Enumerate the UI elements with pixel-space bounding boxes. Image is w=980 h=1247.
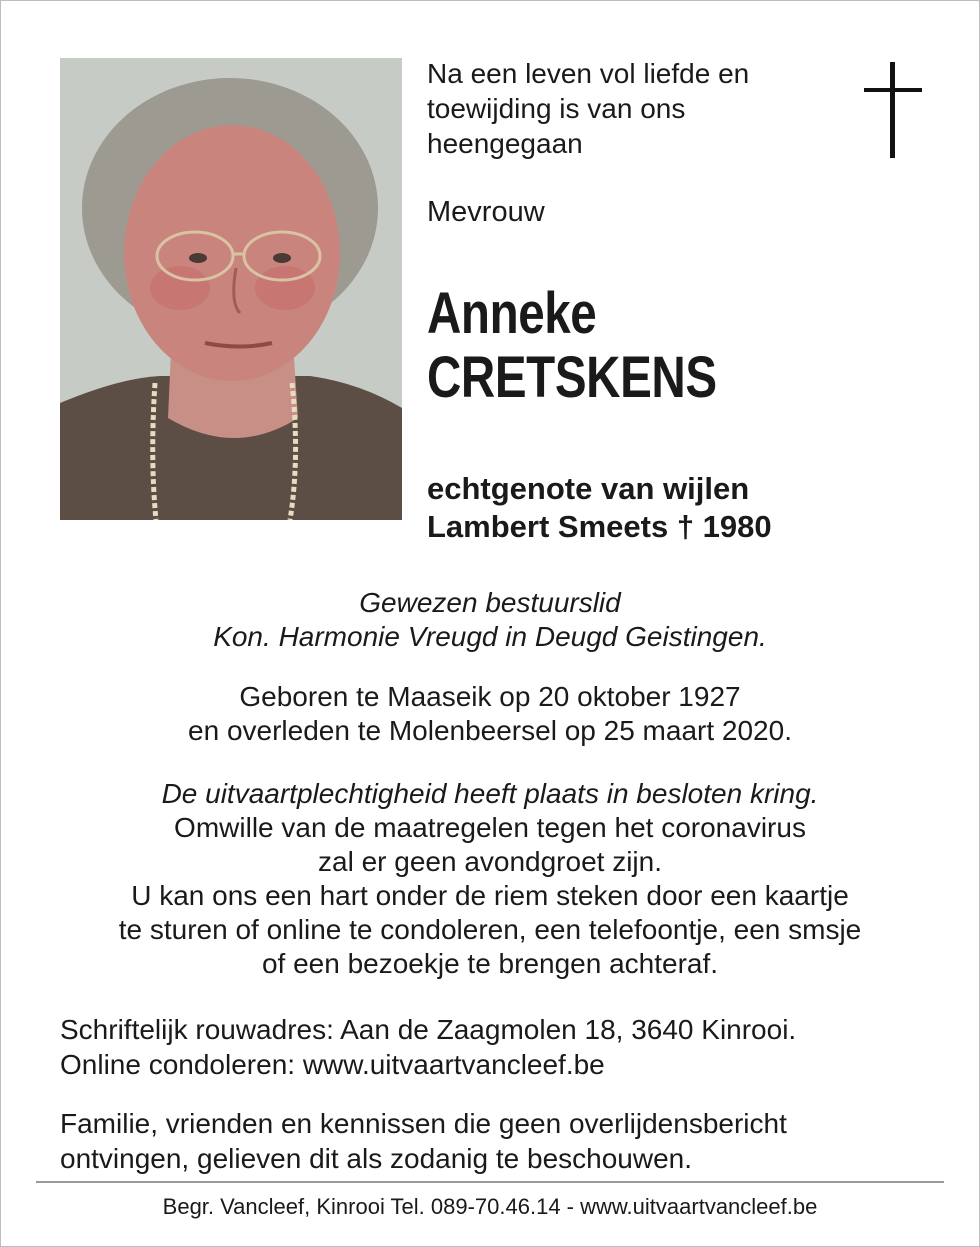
cross-icon: [864, 62, 922, 160]
intro-line: heengegaan: [427, 128, 583, 159]
birth-death-dates: [40, 680, 940, 748]
birth-line: Geboren te Maaseik op 20 oktober 1927: [239, 681, 741, 712]
funeral-line: Omwille van de maatregelen tegen het coronavirus: [174, 812, 806, 843]
funeral-italic-line: De uitvaartplechtigheid heeft plaats in besloten kring.: [161, 778, 819, 809]
footer-divider: [36, 1181, 944, 1183]
funeral-line: U kan ons een hart onder de riem steken door een kaartje: [131, 880, 849, 911]
board-line-1: Gewezen bestuurslid: [359, 587, 621, 618]
board-membership: [40, 586, 940, 654]
notice-line-2: ontvingen, gelieven dit als zodanig te beschouwen.: [60, 1143, 692, 1174]
family-notice: [60, 1106, 940, 1176]
intro-line: toewijding is van ons: [427, 93, 686, 124]
intro-text: [427, 56, 827, 161]
spouse-line-2: Lambert Smeets † 1980: [427, 509, 772, 544]
funeral-line: zal er geen avondgroet zijn.: [318, 846, 662, 877]
funeral-home-footer: Begr. Vancleef, Kinrooi Tel. 089-70.46.14 - www.uitvaartvancleef.be: [162, 1194, 818, 1219]
honorific: Mevrouw: [427, 196, 545, 228]
portrait-photo: [60, 58, 402, 520]
intro-line: Na een leven vol liefde en: [427, 58, 750, 89]
notice-line-1: Familie, vrienden en kennissen die geen overlijdensbericht: [60, 1108, 787, 1139]
board-line-2: Kon. Harmonie Vreugd in Deugd Geistingen.: [213, 621, 767, 652]
first-name: Anneke: [427, 281, 597, 346]
spouse-line-1: echtgenote van wijlen: [427, 471, 750, 506]
last-name: CRETSKENS: [427, 345, 717, 410]
funeral-line: of een bezoekje te brengen achteraf.: [261, 948, 719, 979]
funeral-line: te sturen of online te condoleren, een telefoontje, een smsje: [118, 914, 862, 945]
contact-info: [60, 1012, 940, 1082]
death-line: en overleden te Molenbeersel op 25 maart 2020.: [188, 715, 792, 746]
spouse-info: [427, 470, 772, 546]
deceased-name: [427, 282, 717, 410]
portrait-illustration: [60, 58, 402, 520]
funeral-info: [40, 777, 940, 981]
mourning-address: Schriftelijk rouwadres: Aan de Zaagmolen 18, 3640 Kinrooi.: [60, 1014, 797, 1045]
online-condolence: Online condoleren: www.uitvaartvancleef.be: [60, 1049, 605, 1080]
